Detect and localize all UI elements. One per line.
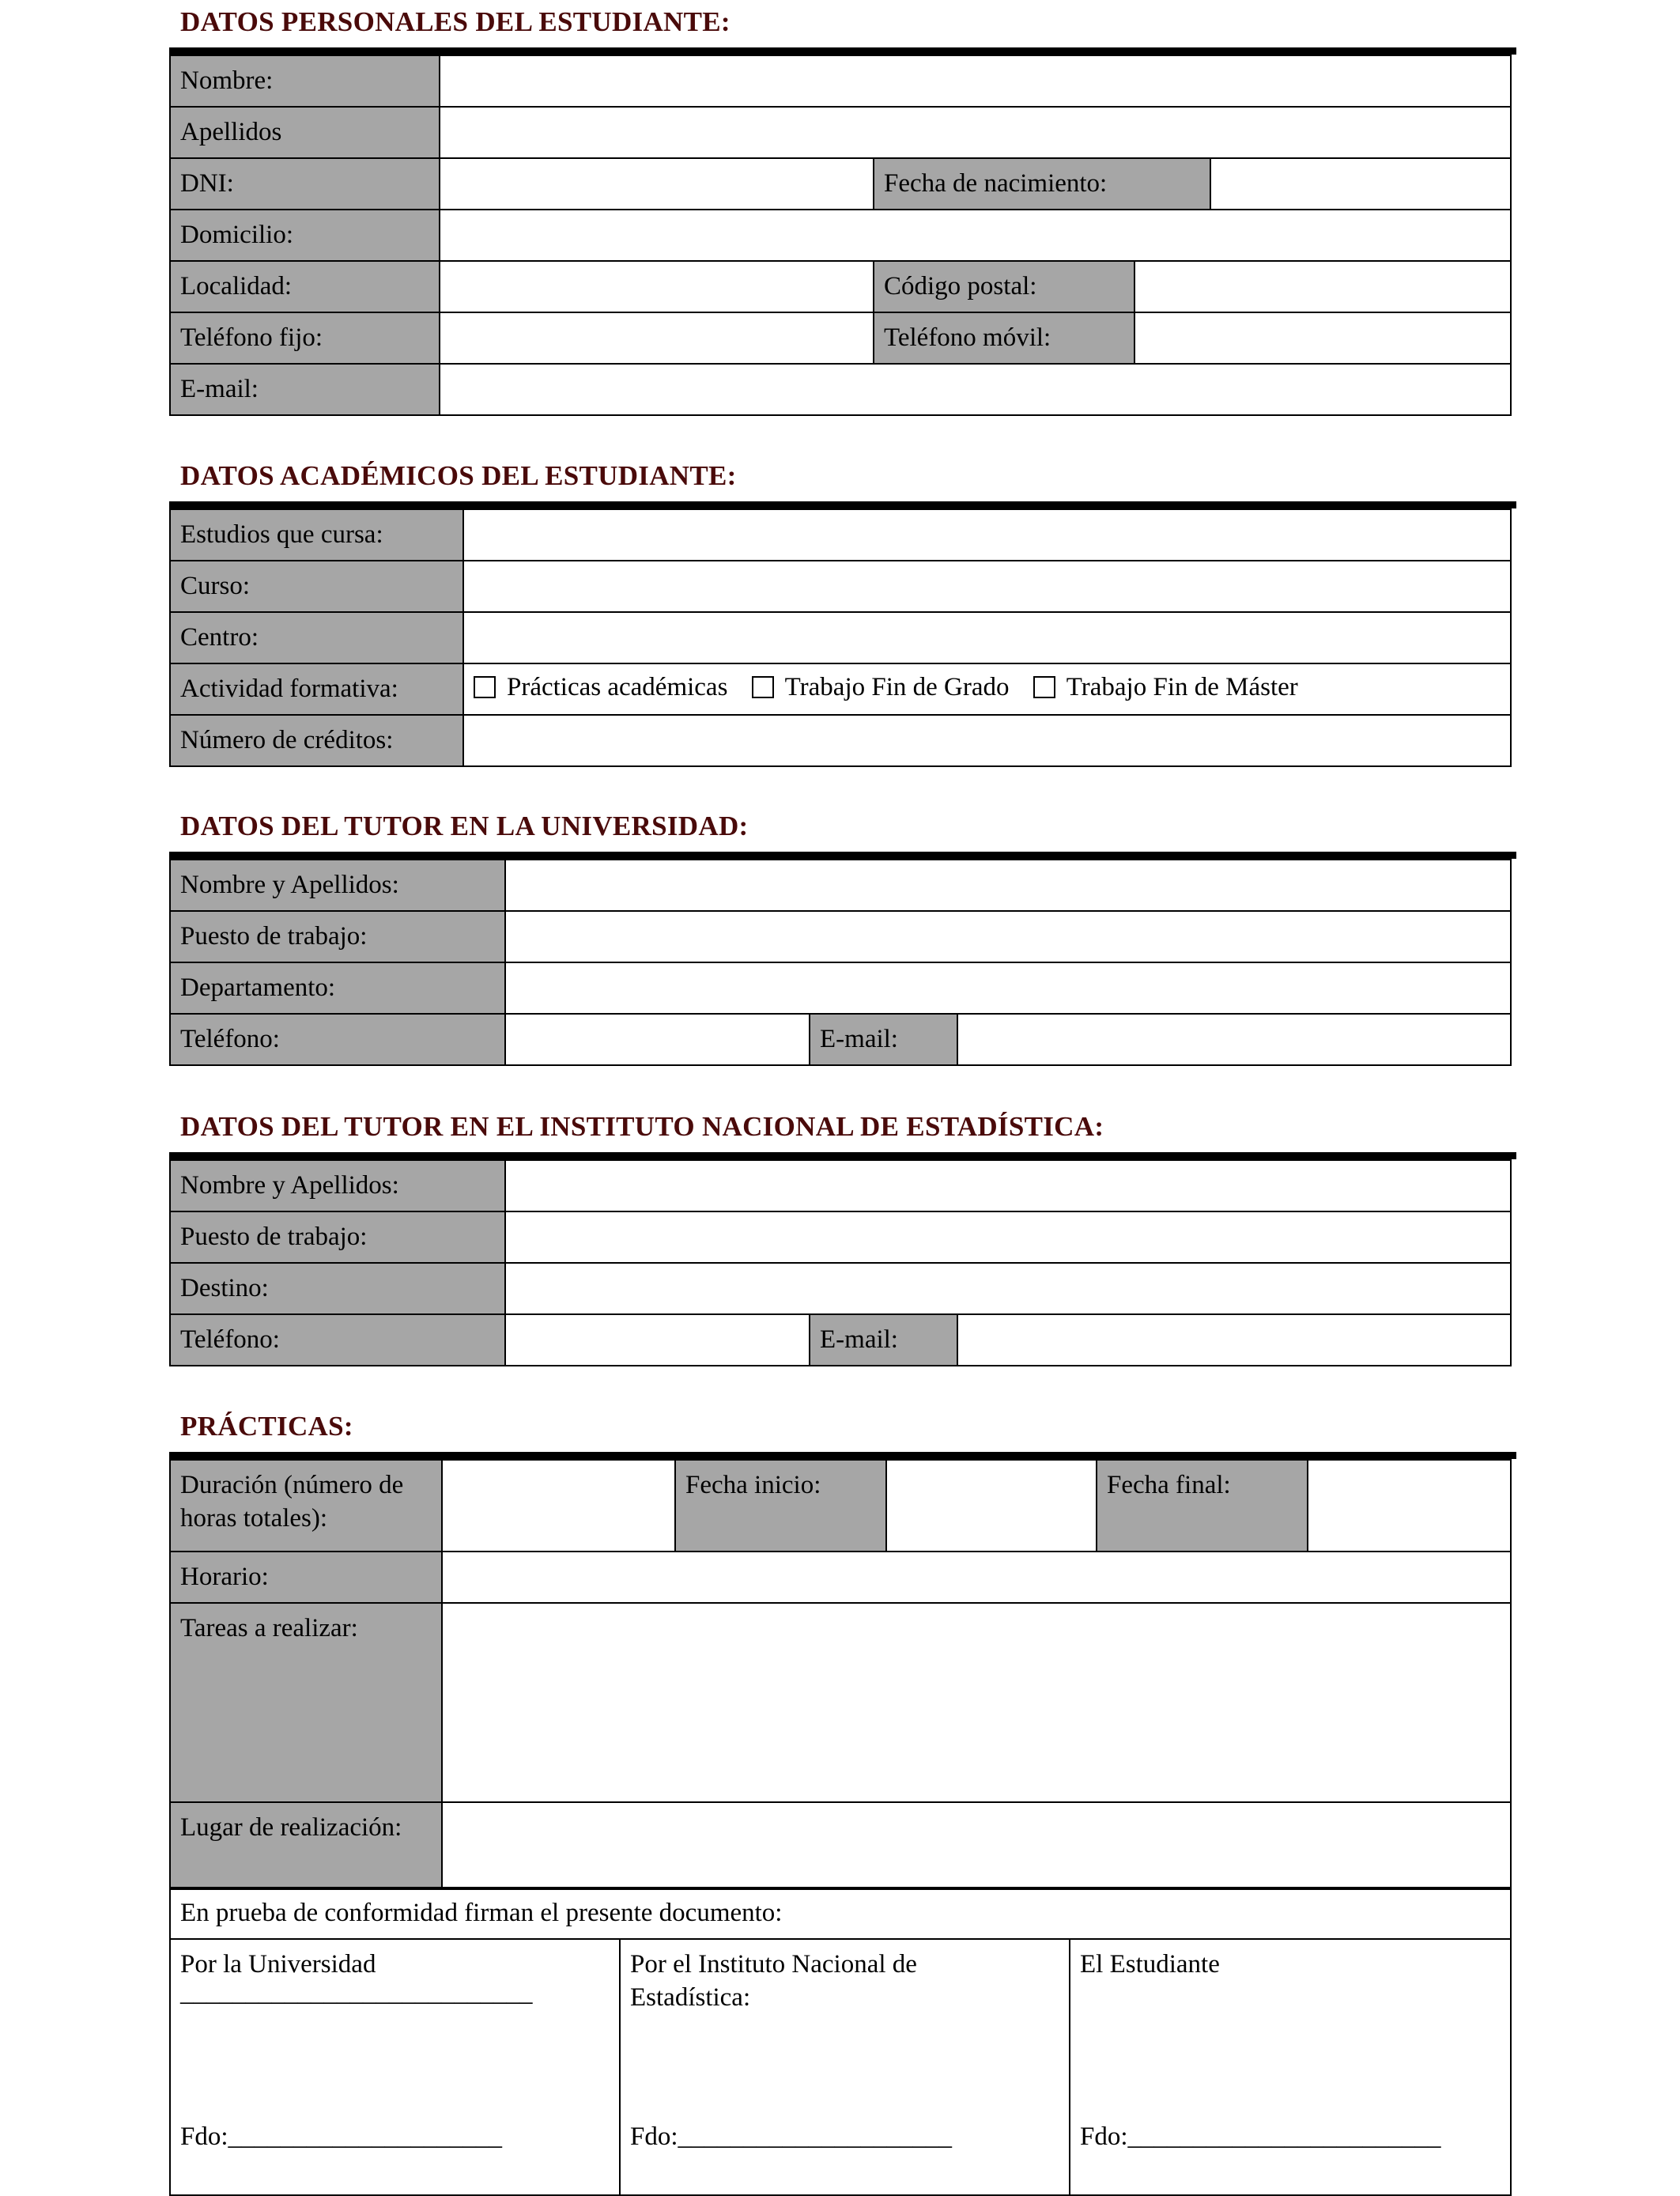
actividad-options — [463, 663, 1511, 715]
tutor-uni-email-label: E-mail: — [810, 1014, 957, 1065]
lugar-label: Lugar de realización: — [170, 1802, 442, 1889]
signature-estudiante[interactable] — [1070, 1939, 1511, 2195]
apellidos-label: Apellidos — [170, 107, 440, 158]
option-practicas[interactable] — [474, 673, 727, 702]
codigo-postal-label: Código postal: — [874, 261, 1134, 312]
dni-field[interactable] — [440, 158, 874, 210]
practicas-table — [169, 1459, 1512, 1890]
tutor-uni-departamento-label: Departamento: — [170, 962, 505, 1014]
tfm-label: Trabajo Fin de Máster — [1066, 672, 1298, 701]
tareas-label: Tareas a realizar: — [170, 1603, 442, 1802]
fecha-inicio-field[interactable] — [886, 1460, 1097, 1552]
localidad-field[interactable] — [440, 261, 874, 312]
tutor-ine-puesto-label: Puesto de trabajo: — [170, 1211, 505, 1263]
fecha-nacimiento-field[interactable] — [1210, 158, 1511, 210]
fecha-final-label: Fecha final: — [1097, 1460, 1308, 1552]
section-title-tutor-uni: DATOS DEL TUTOR EN LA UNIVERSIDAD: — [180, 811, 749, 841]
centro-label: Centro: — [170, 612, 463, 663]
fecha-nacimiento-label: Fecha de nacimiento: — [874, 158, 1210, 210]
curso-field[interactable] — [463, 561, 1511, 612]
option-tfg[interactable] — [752, 673, 1010, 702]
curso-label: Curso: — [170, 561, 463, 612]
section-title-practicas: PRÁCTICAS: — [180, 1411, 353, 1442]
tutor-uni-puesto-field[interactable] — [505, 911, 1511, 962]
fdo-estudiante: Fdo:________________________ — [1080, 2122, 1441, 2151]
telefono-fijo-field[interactable] — [440, 312, 874, 364]
telefono-fijo-label: Teléfono fijo: — [170, 312, 440, 364]
section-rule — [169, 1152, 1516, 1159]
apellidos-field[interactable] — [440, 107, 1511, 158]
sig-ine-label: Por el Instituto Nacional de Estadística: — [630, 1950, 917, 2012]
tutor-ine-telefono-label: Teléfono: — [170, 1314, 505, 1366]
section-rule — [169, 47, 1516, 55]
tutor-uni-telefono-field[interactable] — [505, 1014, 810, 1065]
signatures-table — [169, 1887, 1512, 2196]
signature-universidad[interactable] — [170, 1939, 620, 2195]
tutor-uni-departamento-field[interactable] — [505, 962, 1511, 1014]
signature-ine[interactable] — [620, 1939, 1070, 2195]
codigo-postal-field[interactable] — [1134, 261, 1511, 312]
academic-data-table — [169, 508, 1512, 767]
fecha-inicio-label: Fecha inicio: — [675, 1460, 886, 1552]
section-rule — [169, 501, 1516, 508]
section-title-academic: DATOS ACADÉMICOS DEL ESTUDIANTE: — [180, 460, 737, 491]
section-title-tutor-ine: DATOS DEL TUTOR EN EL INSTITUTO NACIONAL DE ESTADÍSTICA: — [180, 1111, 1104, 1142]
fecha-final-field[interactable] — [1308, 1460, 1511, 1552]
conformidad-text: En prueba de conformidad firman el presente documento: — [170, 1888, 1511, 1939]
tutor-uni-nombre-field[interactable] — [505, 860, 1511, 911]
duracion-field[interactable] — [442, 1460, 675, 1552]
tareas-field[interactable] — [442, 1603, 1511, 1802]
tutor-uni-nombre-label: Nombre y Apellidos: — [170, 860, 505, 911]
email-field[interactable] — [440, 364, 1511, 415]
localidad-label: Localidad: — [170, 261, 440, 312]
nombre-label: Nombre: — [170, 55, 440, 107]
tutor-uni-table — [169, 859, 1512, 1066]
tutor-uni-puesto-label: Puesto de trabajo: — [170, 911, 505, 962]
personal-data-table — [169, 55, 1512, 262]
tutor-ine-table — [169, 1159, 1512, 1366]
tutor-ine-puesto-field[interactable] — [505, 1211, 1511, 1263]
telefono-movil-label: Teléfono móvil: — [874, 312, 1134, 364]
estudios-label: Estudios que cursa: — [170, 509, 463, 561]
domicilio-label: Domicilio: — [170, 210, 440, 261]
email-label: E-mail: — [170, 364, 440, 415]
sig-universidad-line: ___________________________ — [180, 1979, 533, 2007]
estudios-field[interactable] — [463, 509, 1511, 561]
nombre-field[interactable] — [440, 55, 1511, 107]
tfg-label: Trabajo Fin de Grado — [784, 672, 1010, 701]
section-title-personal: DATOS PERSONALES DEL ESTUDIANTE: — [180, 6, 731, 37]
telefono-movil-field[interactable] — [1134, 312, 1511, 364]
practicas-label: Prácticas académicas — [507, 672, 728, 701]
creditos-label: Número de créditos: — [170, 715, 463, 766]
tutor-ine-nombre-label: Nombre y Apellidos: — [170, 1160, 505, 1211]
tutor-ine-destino-label: Destino: — [170, 1263, 505, 1314]
fdo-ine: Fdo:_____________________ — [630, 2122, 953, 2151]
personal-data-table-2 — [169, 260, 1512, 416]
horario-label: Horario: — [170, 1552, 442, 1603]
horario-field[interactable] — [442, 1552, 1511, 1603]
dni-label: DNI: — [170, 158, 440, 210]
tfm-checkbox[interactable] — [1033, 676, 1055, 698]
fdo-universidad: Fdo:_____________________ — [180, 2122, 503, 2151]
tutor-ine-telefono-field[interactable] — [505, 1314, 810, 1366]
sig-estudiante-label: El Estudiante — [1080, 1950, 1220, 1979]
duracion-label: Duración (número de horas totales): — [170, 1460, 442, 1552]
tfg-checkbox[interactable] — [752, 676, 774, 698]
tutor-ine-email-label: E-mail: — [810, 1314, 957, 1366]
section-rule — [169, 852, 1516, 859]
sig-universidad-label: Por la Universidad — [180, 1950, 376, 1979]
creditos-field[interactable] — [463, 715, 1511, 766]
tutor-uni-email-field[interactable] — [957, 1014, 1511, 1065]
practicas-checkbox[interactable] — [474, 676, 496, 698]
centro-field[interactable] — [463, 612, 1511, 663]
domicilio-field[interactable] — [440, 210, 1511, 261]
section-rule — [169, 1452, 1516, 1459]
tutor-ine-destino-field[interactable] — [505, 1263, 1511, 1314]
lugar-field[interactable] — [442, 1802, 1511, 1889]
tutor-ine-email-field[interactable] — [957, 1314, 1511, 1366]
tutor-uni-telefono-label: Teléfono: — [170, 1014, 505, 1065]
actividad-label: Actividad formativa: — [170, 663, 463, 715]
tutor-ine-nombre-field[interactable] — [505, 1160, 1511, 1211]
option-tfm[interactable] — [1033, 673, 1298, 702]
